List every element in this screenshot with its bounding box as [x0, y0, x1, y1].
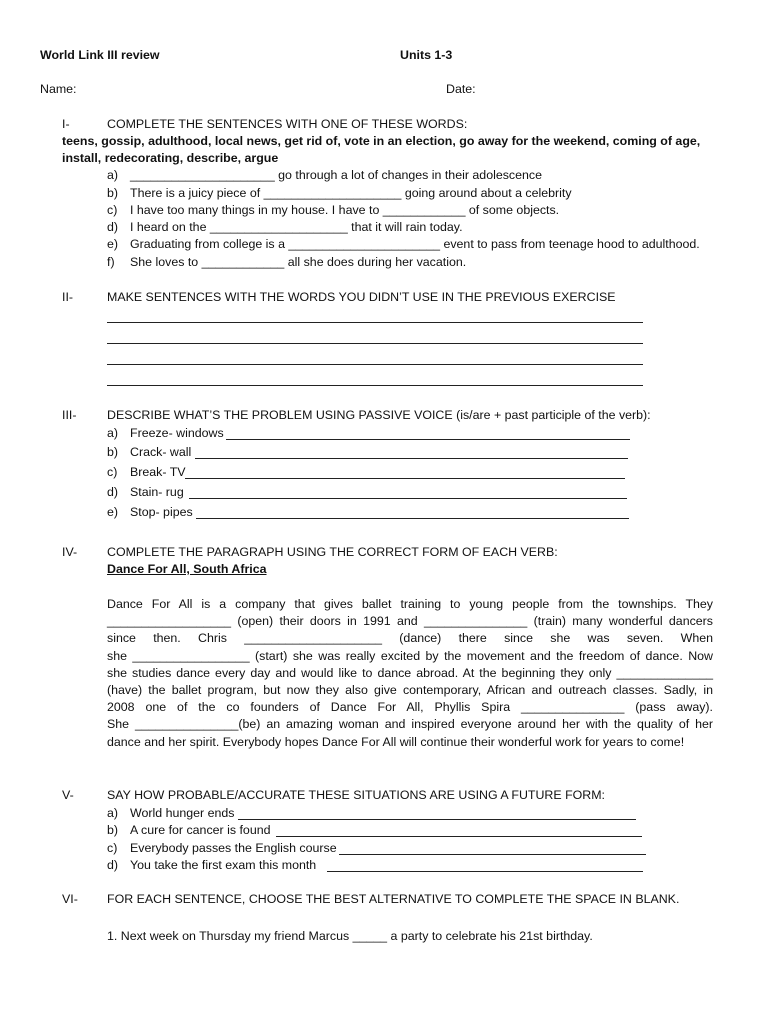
section-3-item-text: Break- TV: [130, 465, 186, 479]
question-1: 1. Next week on Thursday my friend Marcus _____ a party to celebrate his 21st birthday.: [107, 929, 593, 943]
paragraph-line: __________________ (open) their doors in 1991 and _______________ (train) many wonderful dancers: [107, 614, 713, 629]
answer-line[interactable]: [226, 439, 630, 440]
section-1-number: I-: [62, 117, 70, 131]
answer-line[interactable]: [107, 364, 643, 365]
section-2-number: II-: [62, 290, 74, 304]
paragraph-line: she _________________ (start) she was really excited by the movement and the freedom of dance. Now: [107, 648, 713, 663]
section-5-item-text: A cure for cancer is found: [130, 823, 271, 837]
section-1-item-text: _____________________ go through a lot of changes in their adolescence: [130, 168, 542, 182]
section-2-instruction: MAKE SENTENCES WITH THE WORDS YOU DIDN’T USE IN THE PREVIOUS EXERCISE: [107, 290, 616, 304]
answer-line[interactable]: [327, 871, 643, 872]
word-bank-line-1: teens, gossip, adulthood, local news, get rid of, vote in an election, go away for the weekend, coming of age,: [62, 134, 701, 148]
answer-line[interactable]: [107, 322, 643, 323]
section-3-item-label: e): [107, 505, 119, 519]
section-1-item-label: e): [107, 237, 119, 251]
answer-line[interactable]: [107, 343, 643, 344]
section-1-item-text: Graduating from college is a ______________________ event to pass from teenage hood to adulthood.: [130, 237, 700, 251]
section-3-item-text: Stop- pipes: [130, 505, 193, 519]
section-1-item-label: b): [107, 186, 119, 200]
section-3-item-label: b): [107, 445, 119, 459]
section-5-item-label: b): [107, 823, 119, 837]
answer-line[interactable]: [195, 458, 628, 459]
name-label: Name:: [40, 82, 77, 96]
paragraph-line: since then. Chris ____________________ (dance) there since she was seven. When: [107, 631, 713, 646]
section-1-item-label: c): [107, 203, 118, 217]
section-3-item-text: Crack- wall: [130, 445, 192, 459]
word-bank-line-2: install, redecorating, describe, argue: [62, 151, 279, 165]
answer-line[interactable]: [185, 478, 625, 479]
units-label: Units 1-3: [400, 48, 453, 62]
section-6-instruction: FOR EACH SENTENCE, CHOOSE THE BEST ALTERNATIVE TO COMPLETE THE SPACE IN BLANK.: [107, 892, 680, 906]
paragraph-line: dance and her spirit. Everybody hopes Dance For All will continue their wonderful work for years to come!: [107, 734, 685, 749]
section-5-instruction: SAY HOW PROBABLE/ACCURATE THESE SITUATIONS ARE USING A FUTURE FORM:: [107, 788, 605, 802]
section-5-item-text: You take the first exam this month: [130, 858, 317, 872]
paragraph-body: [107, 596, 713, 751]
section-4-number: IV-: [62, 545, 78, 559]
section-5-number: V-: [62, 788, 74, 802]
date-label: Date:: [446, 82, 476, 96]
answer-line[interactable]: [238, 819, 636, 820]
paragraph-line: 2008 one of the co founders of Dance For All, Phyllis Spira _______________ (pass away).: [107, 700, 713, 715]
section-1-item-text: She loves to ____________ all she does during her vacation.: [130, 255, 467, 269]
section-3-number: III-: [62, 408, 77, 422]
answer-line[interactable]: [276, 836, 642, 837]
answer-line[interactable]: [339, 854, 646, 855]
section-3-item-label: a): [107, 426, 119, 440]
section-1-item-text: I heard on the ____________________ that it will rain today.: [130, 220, 463, 234]
paragraph-line: Dance For All is a company that gives ballet training to young people from the townships. They: [107, 597, 713, 611]
section-5-item-label: d): [107, 858, 119, 872]
answer-line[interactable]: [107, 385, 643, 386]
section-5-item-label: c): [107, 841, 118, 855]
answer-line[interactable]: [189, 498, 627, 499]
section-5-item-text: World hunger ends: [130, 806, 235, 820]
section-3-item-label: c): [107, 465, 118, 479]
section-3-instruction: DESCRIBE WHAT’S THE PROBLEM USING PASSIVE VOICE (is/are + past participle of the verb):: [107, 408, 651, 422]
worksheet-title: World Link III review: [40, 48, 160, 62]
paragraph-line: She _______________(be) an amazing woman and inspired everyone around her with the quality of her: [107, 717, 713, 732]
section-5-item-label: a): [107, 806, 119, 820]
section-1-instruction: COMPLETE THE SENTENCES WITH ONE OF THESE WORDS:: [107, 117, 468, 131]
answer-line[interactable]: [196, 518, 629, 519]
section-1-item-text: There is a juicy piece of ____________________ going around about a celebrity: [130, 186, 572, 200]
paragraph-line: she studies dance every day and would like to dance abroad. At the beginning they only ______________: [107, 665, 713, 680]
paragraph-line: (have) the ballet program, but now they also give contemporary, African and outreach classes. Sadly, in: [107, 683, 713, 698]
paragraph-subtitle: Dance For All, South Africa: [107, 562, 267, 576]
section-1-item-label: d): [107, 220, 119, 234]
section-4-instruction: COMPLETE THE PARAGRAPH USING THE CORRECT FORM OF EACH VERB:: [107, 545, 558, 559]
section-3-item-label: d): [107, 485, 119, 499]
section-1-item-text: I have too many things in my house. I have to ____________ of some objects.: [130, 203, 560, 217]
section-1-item-label: f): [107, 255, 115, 269]
section-3-item-text: Freeze- windows: [130, 426, 224, 440]
section-6-number: VI-: [62, 892, 78, 906]
section-3-item-text: Stain- rug: [130, 485, 184, 499]
section-5-item-text: Everybody passes the English course: [130, 841, 337, 855]
section-1-item-label: a): [107, 168, 119, 182]
